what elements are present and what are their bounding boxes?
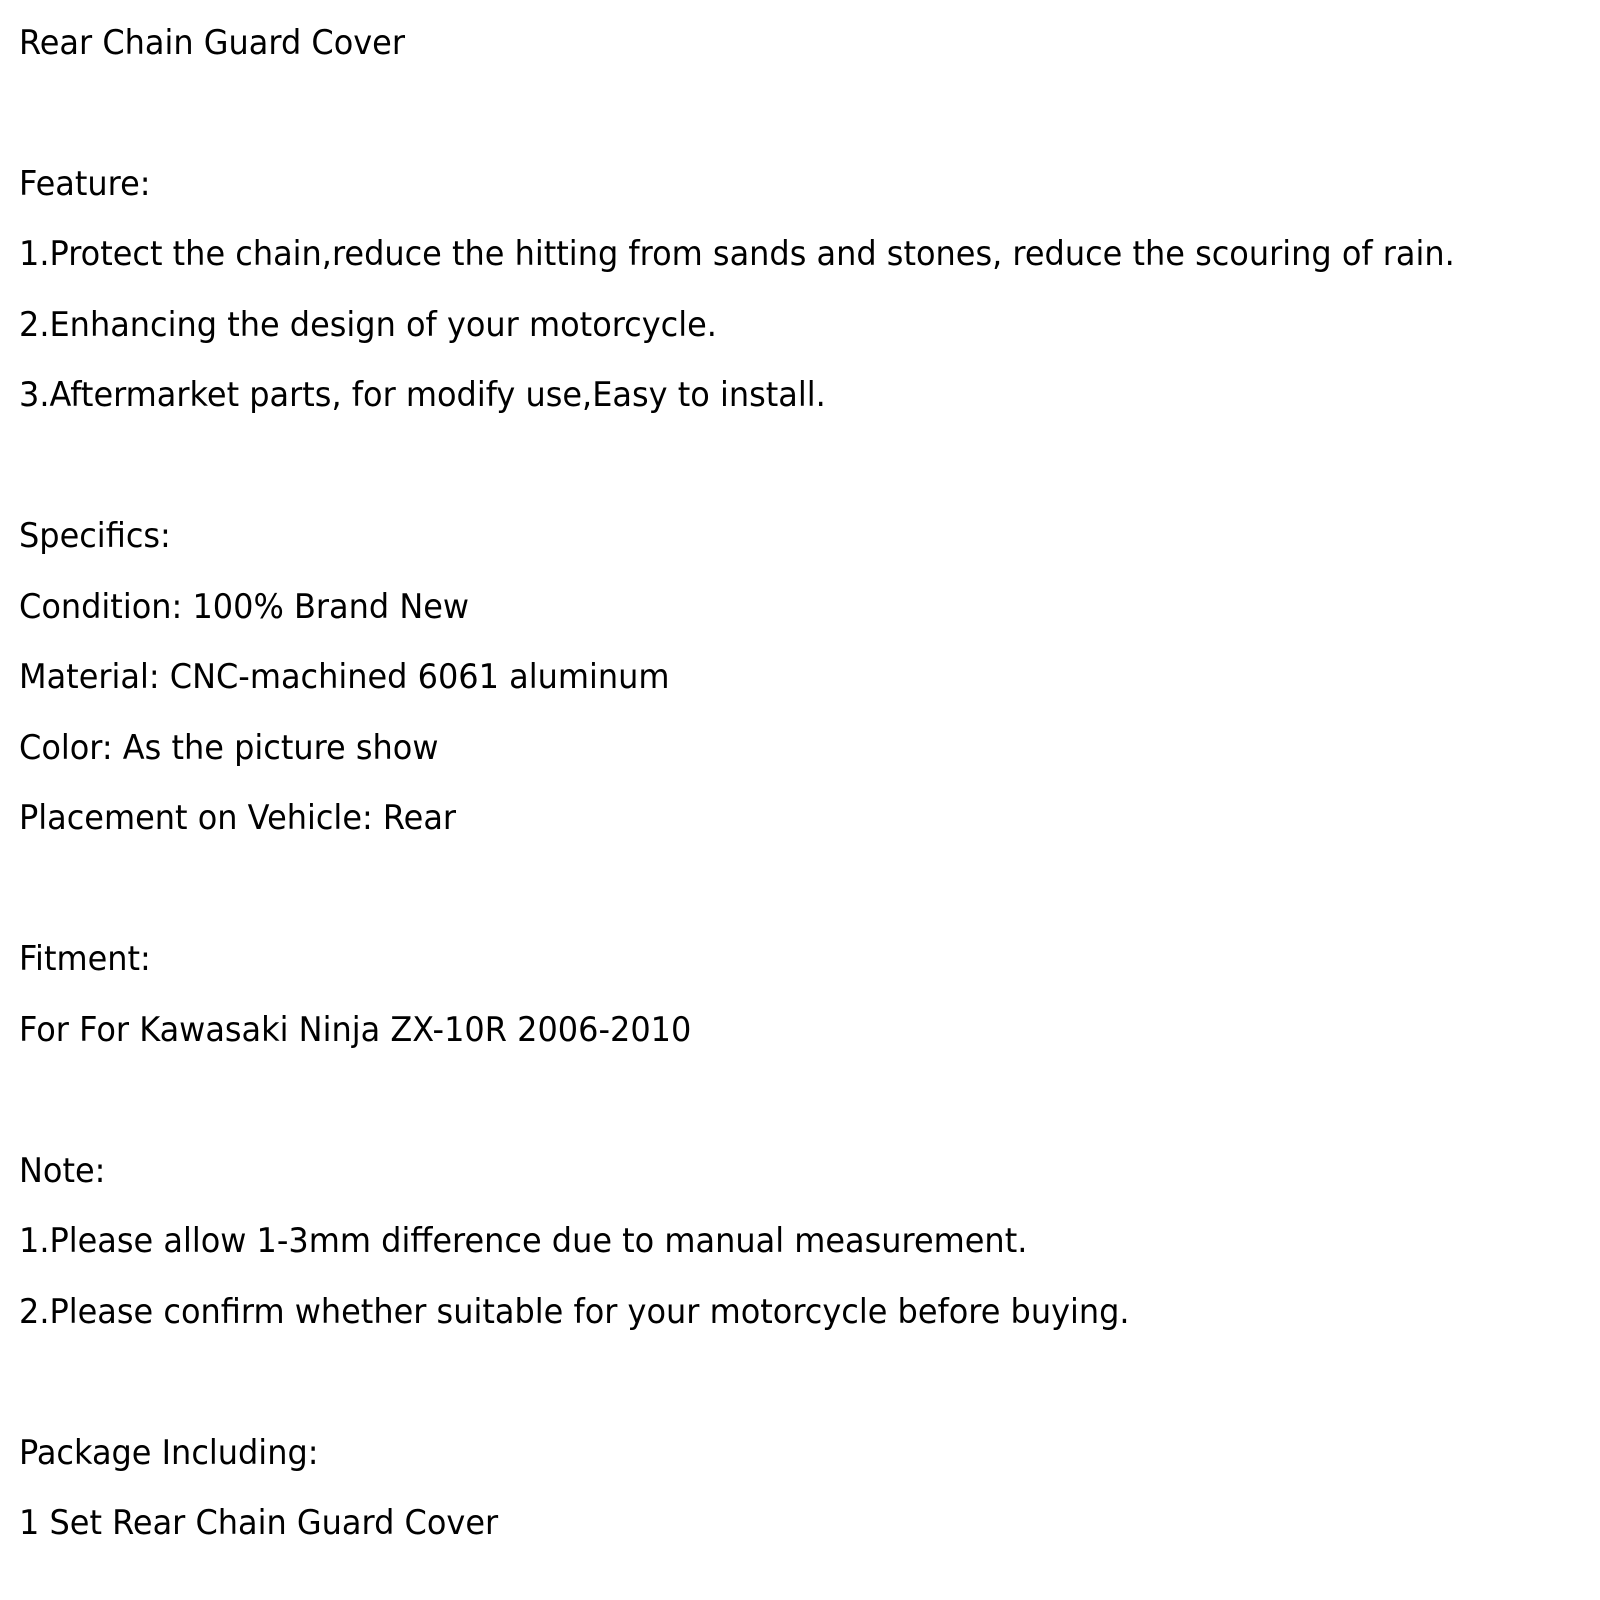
specifics-item: Material: CNC-machined 6061 aluminum — [19, 657, 670, 697]
note-heading: Note: — [19, 1151, 106, 1191]
package-item: 1 Set Rear Chain Guard Cover — [19, 1503, 499, 1543]
specifics-heading: Specifics: — [19, 516, 171, 556]
specifics-item: Placement on Vehicle: Rear — [19, 798, 457, 838]
package-heading: Package Including: — [19, 1433, 319, 1473]
feature-item: 1.Protect the chain,reduce the hitting from sands and stones, reduce the scouring of rain. — [19, 234, 1455, 274]
feature-heading: Feature: — [19, 164, 151, 204]
note-item: 1.Please allow 1-3mm difference due to manual measurement. — [19, 1221, 1028, 1261]
note-item: 2.Please confirm whether suitable for your motorcycle before buying. — [19, 1292, 1130, 1332]
fitment-item: For For Kawasaki Ninja ZX-10R 2006-2010 — [19, 1010, 692, 1050]
fitment-heading: Fitment: — [19, 939, 151, 979]
specifics-item: Condition: 100% Brand New — [19, 587, 470, 627]
feature-item: 2.Enhancing the design of your motorcycle. — [19, 305, 717, 345]
feature-item: 3.Aftermarket parts, for modify use,Easy to install. — [19, 375, 826, 415]
page-title: Rear Chain Guard Cover — [19, 23, 405, 63]
specifics-item: Color: As the picture show — [19, 728, 439, 768]
